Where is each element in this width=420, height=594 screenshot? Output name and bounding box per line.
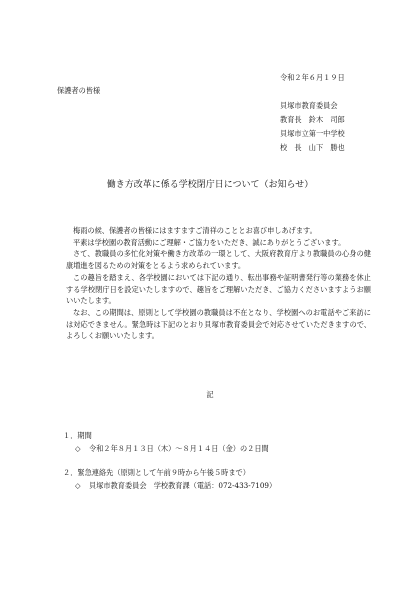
item-contact-text: 貝塚市教育委員会 学校教育課（電話：072-433-7109）	[89, 481, 277, 490]
sender-block	[280, 99, 345, 155]
recipient: 保護者の皆様	[57, 86, 101, 95]
paragraph-thanks: 平素は学校園の教育活動にご理解・ご協力をいただき、誠にありがとうございます。	[73, 237, 346, 247]
diamond-marker-icon: ◇	[75, 481, 81, 490]
item-period-heading: １．期間	[63, 431, 92, 440]
document-title: 働き方改革に係る学校閉庁日について（お知らせ）	[106, 180, 314, 190]
diamond-marker-icon: ◇	[75, 444, 81, 453]
paragraph-greeting: 梅雨の候、保護者の皆様にはますますご清祥のこととお喜び申しあげます。	[73, 226, 317, 235]
paragraph-closure-request: この趣旨を踏まえ、各学校園においては下記の通り、転出事務や証明書発行等の業務を休止する学校閉庁日を設定いたしますので、趣旨をご理解いただき、ご協力くださいますようお願いいたします。	[66, 272, 371, 306]
sender-line-principal: 校 長 山下 勝也	[280, 143, 345, 152]
paragraph-background: さて、教職員の多忙化対策や働き方改革の一環として、大阪府教育庁より教職員の心身の健康増進を図るための対策をとるよう求められています。	[66, 249, 371, 271]
item-contact-heading: ２．緊急連絡先（原則として午前９時から午後５時まで）	[63, 468, 250, 477]
paragraph-contact-note: なお、この期間は、原則として学校園の教職員は不在となり、学校園へのお電話やご来訪には対応できません。緊急時は下記のとおり貝塚市教育委員会で対応させていただきますので、よろしくお願いいたします。	[66, 307, 371, 341]
body-text	[66, 225, 371, 342]
issue-date: 令和２年６月１９日	[280, 73, 345, 82]
ki-heading: 記	[206, 390, 214, 399]
item-period-detail	[75, 444, 269, 453]
sender-line-superintendent: 教育長 鈴木 司郎	[280, 115, 345, 124]
sender-line-board: 貝塚市教育委員会	[280, 101, 338, 110]
item-period-text: 令和２年８月１３日（木）～８月１４日（金）の２日間	[89, 444, 269, 453]
item-contact-detail	[75, 481, 276, 490]
sender-line-school: 貝塚市立第一中学校	[280, 129, 345, 138]
